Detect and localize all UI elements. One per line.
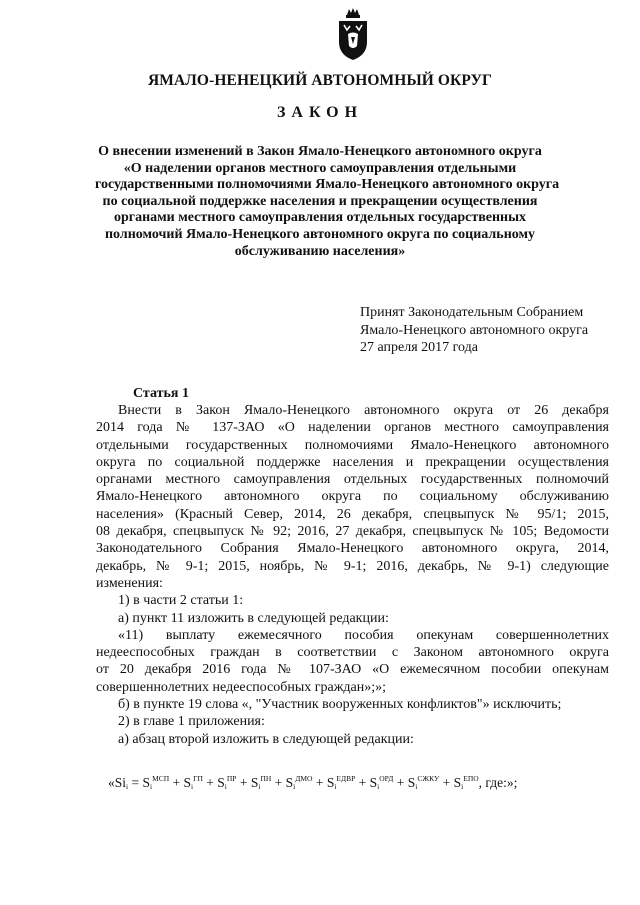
formula-operator: + S (236, 775, 259, 790)
adoption-line: 27 апреля 2017 года (360, 340, 478, 355)
formula-operator: + S (202, 775, 225, 790)
title-line: «О наделении органов местного самоуправления отдельными (123, 160, 517, 176)
body-line: органами местного самоуправления отдельных государственных полномочий (96, 472, 609, 488)
formula-subscript: i (415, 782, 418, 791)
formula-lhs-subscript: i (126, 782, 129, 791)
article-body (96, 402, 609, 748)
title-line: по социальной поддержке населения и прекращении осуществления (102, 193, 538, 209)
formula-superscript: ОРД (379, 774, 394, 783)
region-name: ЯМАЛО-НЕНЕЦКИЙ АВТОНОМНЫЙ ОКРУГ (147, 72, 493, 89)
formula-subscript: i (293, 782, 296, 791)
formula-operator: + S (169, 775, 192, 790)
body-line: изменения: (96, 575, 163, 591)
body-line: Ямало-Ненецкого автономного округа по социальному обслуживанию (96, 489, 609, 505)
law-title: ЗАКОН (276, 104, 364, 121)
body-line: б) в пункте 19 слова «, "Участник вооруженных конфликтов"» исключить; (118, 697, 562, 713)
formula-superscript: ЕПО (463, 774, 479, 783)
formula-lhs: «Si (108, 775, 127, 790)
title-line: органами местного самоуправления отдельных государственных (113, 210, 527, 226)
formula-subscript: i (258, 782, 261, 791)
formula-subscript: i (334, 782, 337, 791)
formula-superscript: МСП (152, 774, 170, 783)
body-line: от 20 декабря 2016 года № 107-ЗАО «О ежемесячном пособии опекунам (96, 662, 609, 678)
body-line: 08 декабря, спецвыпуск № 92; 2016, 27 декабря, спецвыпуск № 105; Ведомости (96, 524, 609, 540)
formula-operator: + S (439, 775, 462, 790)
body-line: а) пункт 11 изложить в следующей редакции: (118, 610, 389, 626)
body-line: населения» (Красный Север, 2014, 26 декабря, спецвыпуск № 95/1; 2015, (96, 506, 609, 522)
formula-subscript: i (461, 782, 464, 791)
law-subject-title (95, 144, 560, 260)
formula-operator: + S (393, 775, 416, 790)
formula-operator: + S (312, 775, 335, 790)
formula-superscript: СЖКУ (417, 774, 440, 783)
body-line: «11) выплату ежемесячного пособия опекунам совершеннолетних (118, 627, 609, 643)
formula-operator: + S (355, 775, 378, 790)
formula (108, 774, 517, 791)
body-line: округа по социальной поддержке населения и прекращении осуществления (96, 454, 609, 470)
body-line: Внести в Закон Ямало-Ненецкого автономного округа от 26 декабря (118, 403, 609, 418)
formula-subscript: i (377, 782, 380, 791)
formula-suffix: , где:»; (478, 775, 518, 790)
title-line: полномочий Ямало-Ненецкого автономного округа по социальному (104, 226, 536, 242)
formula-subscript: i (149, 782, 153, 791)
body-line: а) абзац второй изложить в следующей редакции: (118, 731, 414, 747)
body-line: декабрь, № 9-1; 2015, ноябрь, № 9-1; 2016, декабрь, № 9-1) следующие (96, 558, 609, 574)
body-line: Законодательного Собрания Ямало-Ненецкого автономного округа, 2014, (96, 541, 609, 557)
adoption-line: Ямало-Ненецкого автономного округа (360, 322, 589, 338)
coat-of-arms-icon (333, 6, 373, 62)
adoption-line: Принят Законодательным Собранием (360, 305, 584, 320)
body-line: 2014 года № 137-ЗАО «О наделении органов местного самоуправления (96, 420, 609, 436)
adoption-note (360, 304, 588, 357)
formula-superscript: ГП (193, 774, 203, 783)
formula-superscript: ДМО (295, 774, 313, 783)
formula-superscript: ПР (226, 774, 237, 783)
body-line: 1) в части 2 статьи 1: (118, 593, 244, 609)
formula-subscript: i (191, 782, 194, 791)
formula-operator: = S (128, 775, 150, 790)
formula-subscript: i (224, 782, 227, 791)
body-line: 2) в главе 1 приложения: (118, 714, 265, 730)
title-line: обслуживанию населения» (234, 243, 406, 259)
formula-superscript: ПН (260, 774, 272, 783)
title-line: государственными полномочиями Ямало-Ненецкого автономного округа (95, 177, 560, 193)
title-line: О внесении изменений в Закон Ямало-Ненецкого автономного округа (98, 144, 542, 159)
article-heading: Статья 1 (133, 386, 189, 401)
formula-operator: + S (271, 775, 294, 790)
body-line: отдельными государственных полномочиями Ямало-Ненецкого автономного (96, 437, 609, 453)
formula-superscript: ЕДВР (336, 774, 356, 783)
body-line: недееспособных граждан в соответствии с Законом автономного округа (96, 645, 609, 661)
body-line: совершеннолетних недееспособных граждан»;»; (96, 679, 387, 695)
